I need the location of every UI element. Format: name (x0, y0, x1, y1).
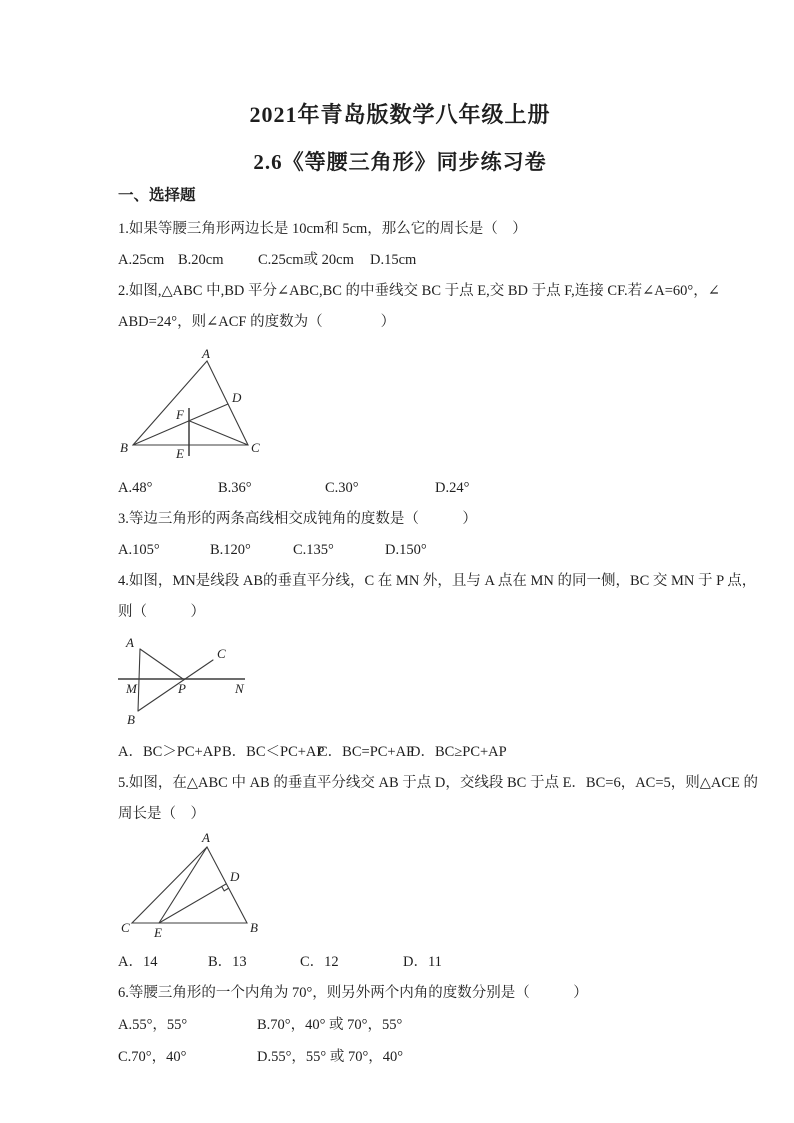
vertex-label-b: B (250, 920, 258, 935)
option-c: C．BC=PC+AP (318, 744, 415, 760)
question-5 (118, 768, 759, 978)
point-label-a: A (126, 635, 134, 650)
vertex-label-c: C (121, 920, 130, 935)
option-c: C.30° (325, 480, 359, 496)
question-2-text-line-1: 2.如图,△ABC 中,BD 平分∠ABC,BC 的中垂线交 BC 于点 E,交 BD 于点 F,连接 CF.若∠A=60°，∠ (118, 283, 720, 299)
point-label-m: M (126, 681, 137, 696)
question-5-text-line-1: 5.如图，在△ABC 中 AB 的垂直平分线交 AB 于点 D，交线段 BC 于点 E．BC=6，AC=5，则△ACE 的 (118, 775, 759, 791)
option-d: D．11 (403, 954, 442, 970)
question-2 (118, 276, 720, 504)
question-6-options (118, 1009, 682, 1073)
question-3-text: 3.等边三角形的两条高线相交成钝角的度数是（ ） (118, 511, 477, 527)
point-label-n: N (235, 681, 244, 696)
question-2-options (118, 473, 682, 504)
point-label-f: F (176, 407, 184, 422)
option-a: A.48° (118, 480, 153, 496)
question-1 (118, 214, 682, 276)
segment-bc (138, 660, 213, 711)
point-label-b: B (127, 712, 135, 727)
point-label-e: E (176, 446, 184, 461)
question-4-text-line-2: 则（ ） (118, 604, 205, 620)
triangle-outline (133, 361, 248, 445)
document-subtitle: 2.6《等腰三角形》同步练习卷 (253, 150, 547, 174)
option-d: D．BC≥PC+AP (410, 744, 507, 760)
segment-ed (159, 884, 226, 923)
option-b: B．BC＜PC+AP (222, 744, 325, 760)
option-c: C．12 (300, 954, 339, 970)
option-c: C.70°，40° (118, 1049, 187, 1065)
segment-fc (189, 421, 248, 445)
option-d: D.15cm (370, 252, 417, 268)
option-b: B．13 (208, 954, 247, 970)
question-5-options (118, 947, 682, 978)
point-label-c: C (217, 646, 226, 661)
option-a: A.25cm (118, 252, 165, 268)
triangle-abc-bisector-figure (118, 830, 283, 940)
question-2-text-line-2: ABD=24°，则∠ACF 的度数为（ ） (118, 314, 396, 330)
segment-ae (159, 847, 207, 923)
option-b: B.20cm (178, 252, 224, 268)
question-5-figure (118, 830, 682, 945)
question-4-options (118, 737, 682, 768)
option-a: A．BC＞PC+AP (118, 744, 222, 760)
question-1-options (118, 245, 682, 276)
option-a: A.105° (118, 542, 160, 558)
option-a: A．14 (118, 954, 158, 970)
triangle-abc-figure (118, 342, 318, 466)
point-label-p: P (178, 681, 186, 696)
option-b: B.120° (210, 542, 251, 558)
question-3-options (118, 535, 682, 566)
option-d: D.150° (385, 542, 427, 558)
question-1-text: 1.如果等腰三角形两边长是 10cm和 5cm，那么它的周长是（ ） (118, 221, 527, 237)
question-4 (118, 566, 757, 768)
document-title: 2021年青岛版数学八年级上册 (249, 102, 551, 127)
option-b: B.70°，40° 或 70°，55° (257, 1017, 403, 1033)
segment-ab (138, 649, 140, 711)
vertex-label-b: B (120, 440, 128, 455)
question-6 (118, 978, 682, 1073)
option-a: A.55°，55° (118, 1017, 188, 1033)
vertex-label-a: A (202, 830, 210, 845)
segment-ap (140, 649, 183, 679)
point-label-e: E (154, 925, 162, 940)
right-angle-mark (222, 887, 229, 891)
option-b: B.36° (218, 480, 252, 496)
point-label-d: D (232, 390, 242, 405)
question-6-text: 6.等腰三角形的一个内角为 70°，则另外两个内角的度数分别是（ ） (118, 985, 588, 1001)
option-c: C.25cm或 20cm (258, 252, 354, 268)
option-d: D.55°，55° 或 70°，40° (257, 1049, 404, 1065)
section-heading: 一、选择题 (118, 187, 196, 204)
question-5-text-line-2: 周长是（ ） (118, 806, 205, 822)
option-d: D.24° (435, 480, 470, 496)
option-c: C.135° (293, 542, 334, 558)
triangle-outline (132, 847, 247, 923)
point-label-d: D (230, 869, 240, 884)
perpendicular-bisector-mn-figure (118, 630, 268, 730)
vertex-label-a: A (202, 346, 210, 361)
question-4-text-line-1: 4.如图，MN是线段 AB的垂直平分线，C 在 MN 外，且与 A 点在 MN 的同一侧，BC 交 MN 于 P 点， (118, 573, 757, 589)
question-2-figure (118, 342, 682, 471)
vertex-label-c: C (251, 440, 260, 455)
question-4-figure (118, 630, 682, 735)
question-3 (118, 504, 682, 566)
